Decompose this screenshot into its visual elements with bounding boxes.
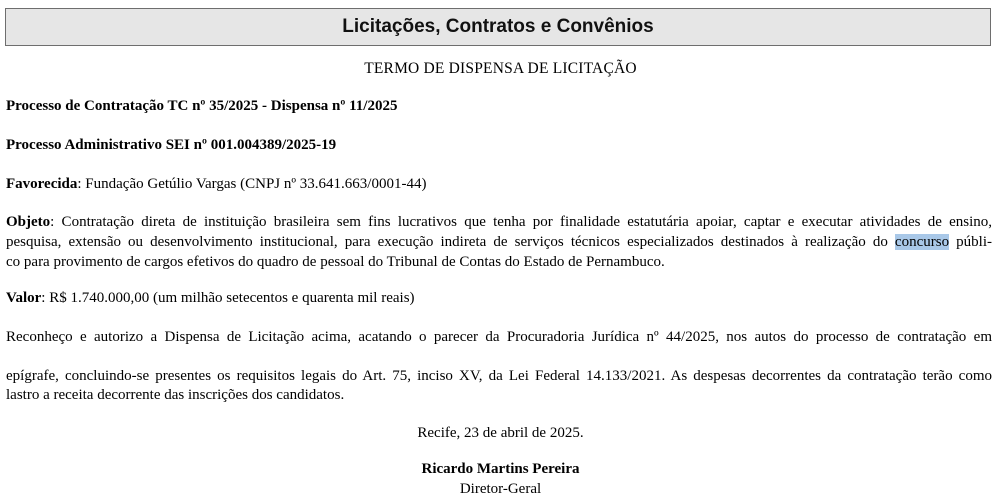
section-title: Licitações, Contratos e Convênios (342, 16, 654, 37)
objeto-line-2 (6, 232, 992, 252)
objeto-line-1 (6, 212, 992, 232)
objeto-text-2a: pesquisa, extensão ou desenvolvimento institucional, para execução indireta de serviços técnicos especializados destinados à realização do (6, 234, 895, 250)
reconheco-line-1: Reconheço e autorizo a Dispensa de Licitação acima, acatando o parecer da Procuradoria Jurídica nº 44/2025, nos autos do processo de contratação em (6, 329, 992, 345)
objeto-line-3: co para provimento de cargos efetivos do quadro de pessoal do Tribunal de Contas do Estado de Pernambuco. (6, 254, 665, 270)
valor-label: Valor (6, 290, 42, 306)
section-header (5, 8, 991, 46)
valor-line (6, 290, 992, 307)
valor-value: : R$ 1.740.000,00 (um milhão setecentos e quarenta mil reais) (41, 290, 415, 306)
reconheco-line-2: epígrafe, concluindo-se presentes os requisitos legais do Art. 75, inciso XV, da Lei Federal 14.133/2021. As despesas decorrentes da contratação terão como (6, 368, 992, 384)
objeto-text-2b: públi- (949, 234, 992, 250)
favorecida-line (6, 176, 992, 193)
processo-contratacao: Processo de Contratação TC nº 35/2025 - Dispensa nº 11/2025 (6, 98, 398, 114)
favorecida-value: : Fundação Getúlio Vargas (CNPJ nº 33.641.663/0001-44) (77, 176, 427, 192)
objeto-text-1: : Contratação direta de instituição brasileira sem fins lucrativos que tenha por finalidade estatutária apoiar, captar e executar atividades de ensino, (50, 214, 992, 230)
local-data: Recife, 23 de abril de 2025. (417, 425, 584, 441)
processo-administrativo: Processo Administrativo SEI nº 001.004389/2025-19 (6, 137, 337, 153)
reconheco-line-3: lastro a receita decorrente das inscrições dos candidatos. (6, 387, 345, 403)
signatario-cargo: Diretor-Geral (459, 481, 542, 497)
document-title: TERMO DE DISPENSA DE LICITAÇÃO (364, 60, 637, 77)
selected-text-concurso[interactable]: concurso (894, 234, 950, 250)
favorecida-label: Favorecida (6, 176, 78, 192)
signatario-nome: Ricardo Martins Pereira (421, 461, 580, 477)
objeto-label: Objeto (6, 214, 51, 230)
